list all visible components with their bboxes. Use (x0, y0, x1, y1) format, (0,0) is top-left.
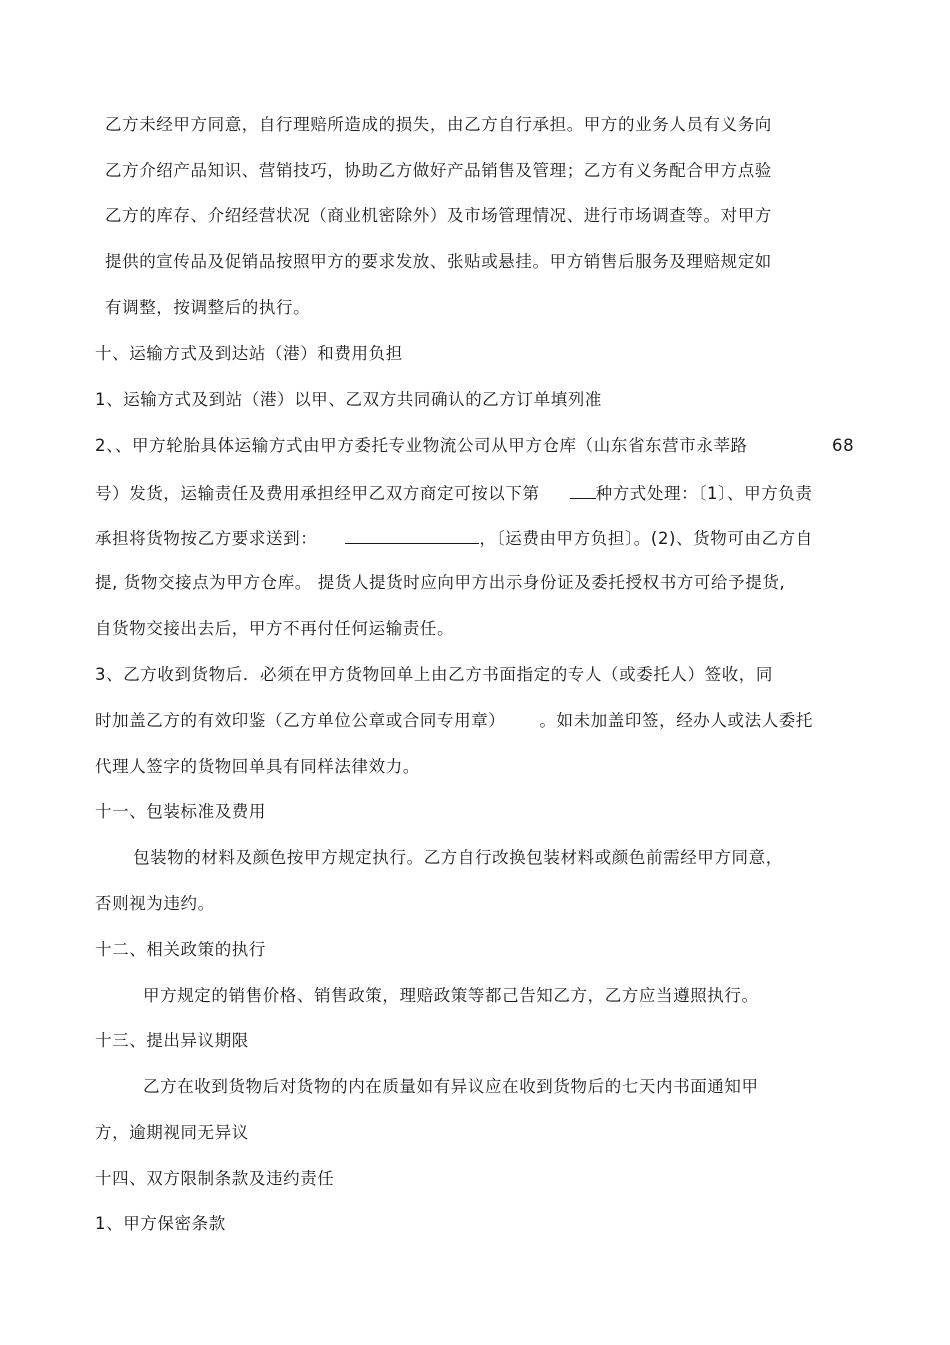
section-heading: 十四、双方限制条款及违约责任 (95, 1169, 335, 1188)
clause-text (95, 481, 813, 505)
address-number: 68 (832, 436, 855, 455)
clause-text: 提, 货物交接点为甲方仓库。 提货人提货时应向甲方出示身份证及委托授权书方可给予提货, (95, 573, 786, 592)
clause-text-part: 。如未加盖印签，经办人或法人委托 (539, 711, 814, 730)
option-number-blank (570, 481, 596, 499)
paragraph-line: 乙方介绍产品知识、营销技巧，协助乙方做好产品销售及管理；乙方有义务配合甲方点验 (105, 161, 772, 180)
paragraph-line: 乙方未经甲方同意，自行理赔所造成的损失，由乙方自行承担。甲方的业务人员有义务向 (105, 115, 772, 134)
clause-text (95, 526, 813, 550)
clause-text: 自货物交接出去后，甲方不再付任何运输责任。 (95, 619, 455, 638)
clause-item: 2、、甲方轮胎具体运输方式由甲方委托专业物流公司从甲方仓库（山东省东营市永莘路 (95, 436, 748, 455)
paragraph-line: 提供的宣传品及促销品按照甲方的要求发放、张贴或悬挂。甲方销售后服务及理赔规定如 (105, 252, 772, 271)
clause-text-part: 时加盖乙方的有效印鉴（乙方单位公章或合同专用章） (95, 711, 506, 730)
clause-text-part: ，〔运费由甲方负担〕。(2)、货物可由乙方自 (479, 529, 813, 548)
clause-item: 1、运输方式及到站（港）以甲、乙双方共同确认的乙方订单填列准 (95, 390, 602, 409)
section-heading: 十一、包装标准及费用 (95, 802, 266, 821)
clause-text: 甲方规定的销售价格、销售政策，理赔政策等都己告知乙方，乙方应当遵照执行。 (143, 986, 759, 1005)
clause-text-part: 种方式处理：〔1〕、甲方负责 (595, 484, 813, 503)
clause-text: 方，逾期视同无异议 (95, 1123, 249, 1142)
clause-text-part: 承担将货物按乙方要求送到： (95, 529, 318, 548)
clause-text-part: 号）发货，运输责任及费用承担经甲乙双方商定可按以下第 (95, 484, 540, 503)
section-heading: 十、运输方式及到达站（港）和费用负担 (95, 344, 403, 363)
paragraph-line: 有调整，按调整后的执行。 (105, 298, 311, 317)
section-heading: 十三、提出异议期限 (95, 1031, 249, 1050)
clause-text: 包装物的材料及颜色按甲方规定执行。乙方自行改换包装材料或颜色前需经甲方同意， (133, 848, 783, 867)
clause-text (95, 710, 813, 732)
clause-item: 3、乙方收到货物后．必须在甲方货物回单上由乙方书面指定的专人（或委托人）签收，同 (95, 665, 773, 684)
clause-item: 1、甲方保密条款 (95, 1214, 226, 1233)
delivery-address-blank (345, 526, 479, 544)
section-heading: 十二、相关政策的执行 (95, 940, 266, 959)
clause-text: 乙方在收到货物后对货物的内在质量如有异议应在收到货物后的七天内书面通知甲 (143, 1077, 759, 1096)
paragraph-line: 乙方的库存、介绍经营状况（商业机密除外）及市场管理情况、进行市场调查等。对甲方 (105, 206, 772, 225)
clause-text: 否则视为违约。 (95, 894, 215, 913)
clause-text: 代理人签字的货物回单具有同样法律效力。 (95, 757, 420, 776)
